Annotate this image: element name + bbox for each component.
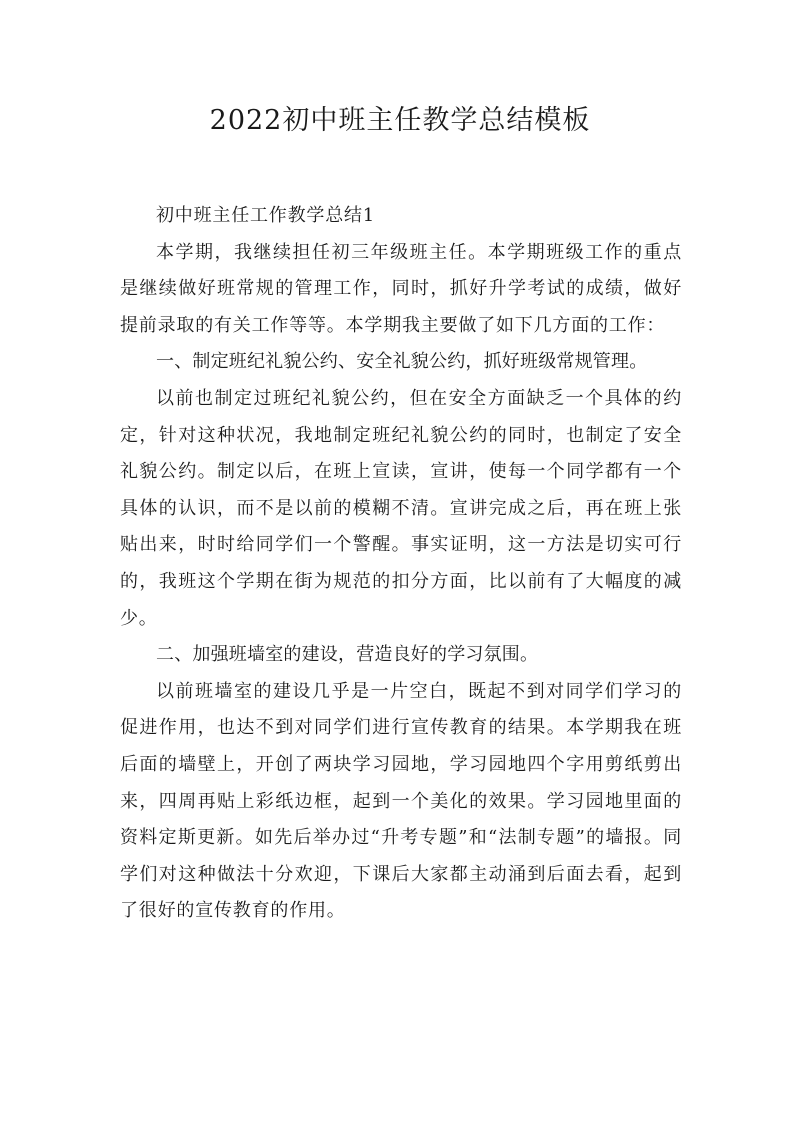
paragraph-section-1: 以前也制定过班纪礼貌公约，但在安全方面缺乏一个具体的约定，针对这种状况，我地制定班纪礼貌公约的同时，也制定了安全礼貌公约。制定以后，在班上宣读，宣讲，使每一个同学都有一个具体的认识，而不是以前的模糊不清。宣讲完成之后，再在班上张贴出来，时时给同学们一个警醒。事实证明，这一方法是切实可行的，我班这个学期在街为规范的扣分方面，比以前有了大幅度的减少。 [120,387,682,629]
section-subtitle: 初中班主任工作教学总结1 [156,205,376,226]
document-body [120,198,682,930]
section-heading-2: 二、加强班墙室的建设，营造良好的学习氛围。 [156,644,539,666]
paragraph-section-2: 以前班墙室的建设几乎是一片空白，既起不到对同学们学习的促进作用，也达不到对同学们进行宣传教育的结果。本学期我在班后面的墙壁上，开创了两块学习园地，学习园地四个字用剪纸剪出来，四周再贴上彩纸边框，起到一个美化的效果。学习园地里面的资料定斯更新。如先后举办过“升考专题”和“法制专题”的墙报。同学们对这种做法十分欢迎，下课后大家都主动涌到后面去看，起到了很好的宣传教育的作用。 [120,680,682,922]
section-heading-1: 一、制定班纪礼貌公约、安全礼貌公约，抓好班级常规管理。 [156,351,648,373]
paragraph-intro: 本学期，我继续担任初三年级班主任。本学期班级工作的重点是继续做好班常规的管理工作，同时，抓好升学考试的成绩，做好提前录取的有关工作等等。本学期我主要做了如下几方面的工作： [120,241,682,336]
document-title: 2022初中班主任教学总结模板 [209,105,591,136]
